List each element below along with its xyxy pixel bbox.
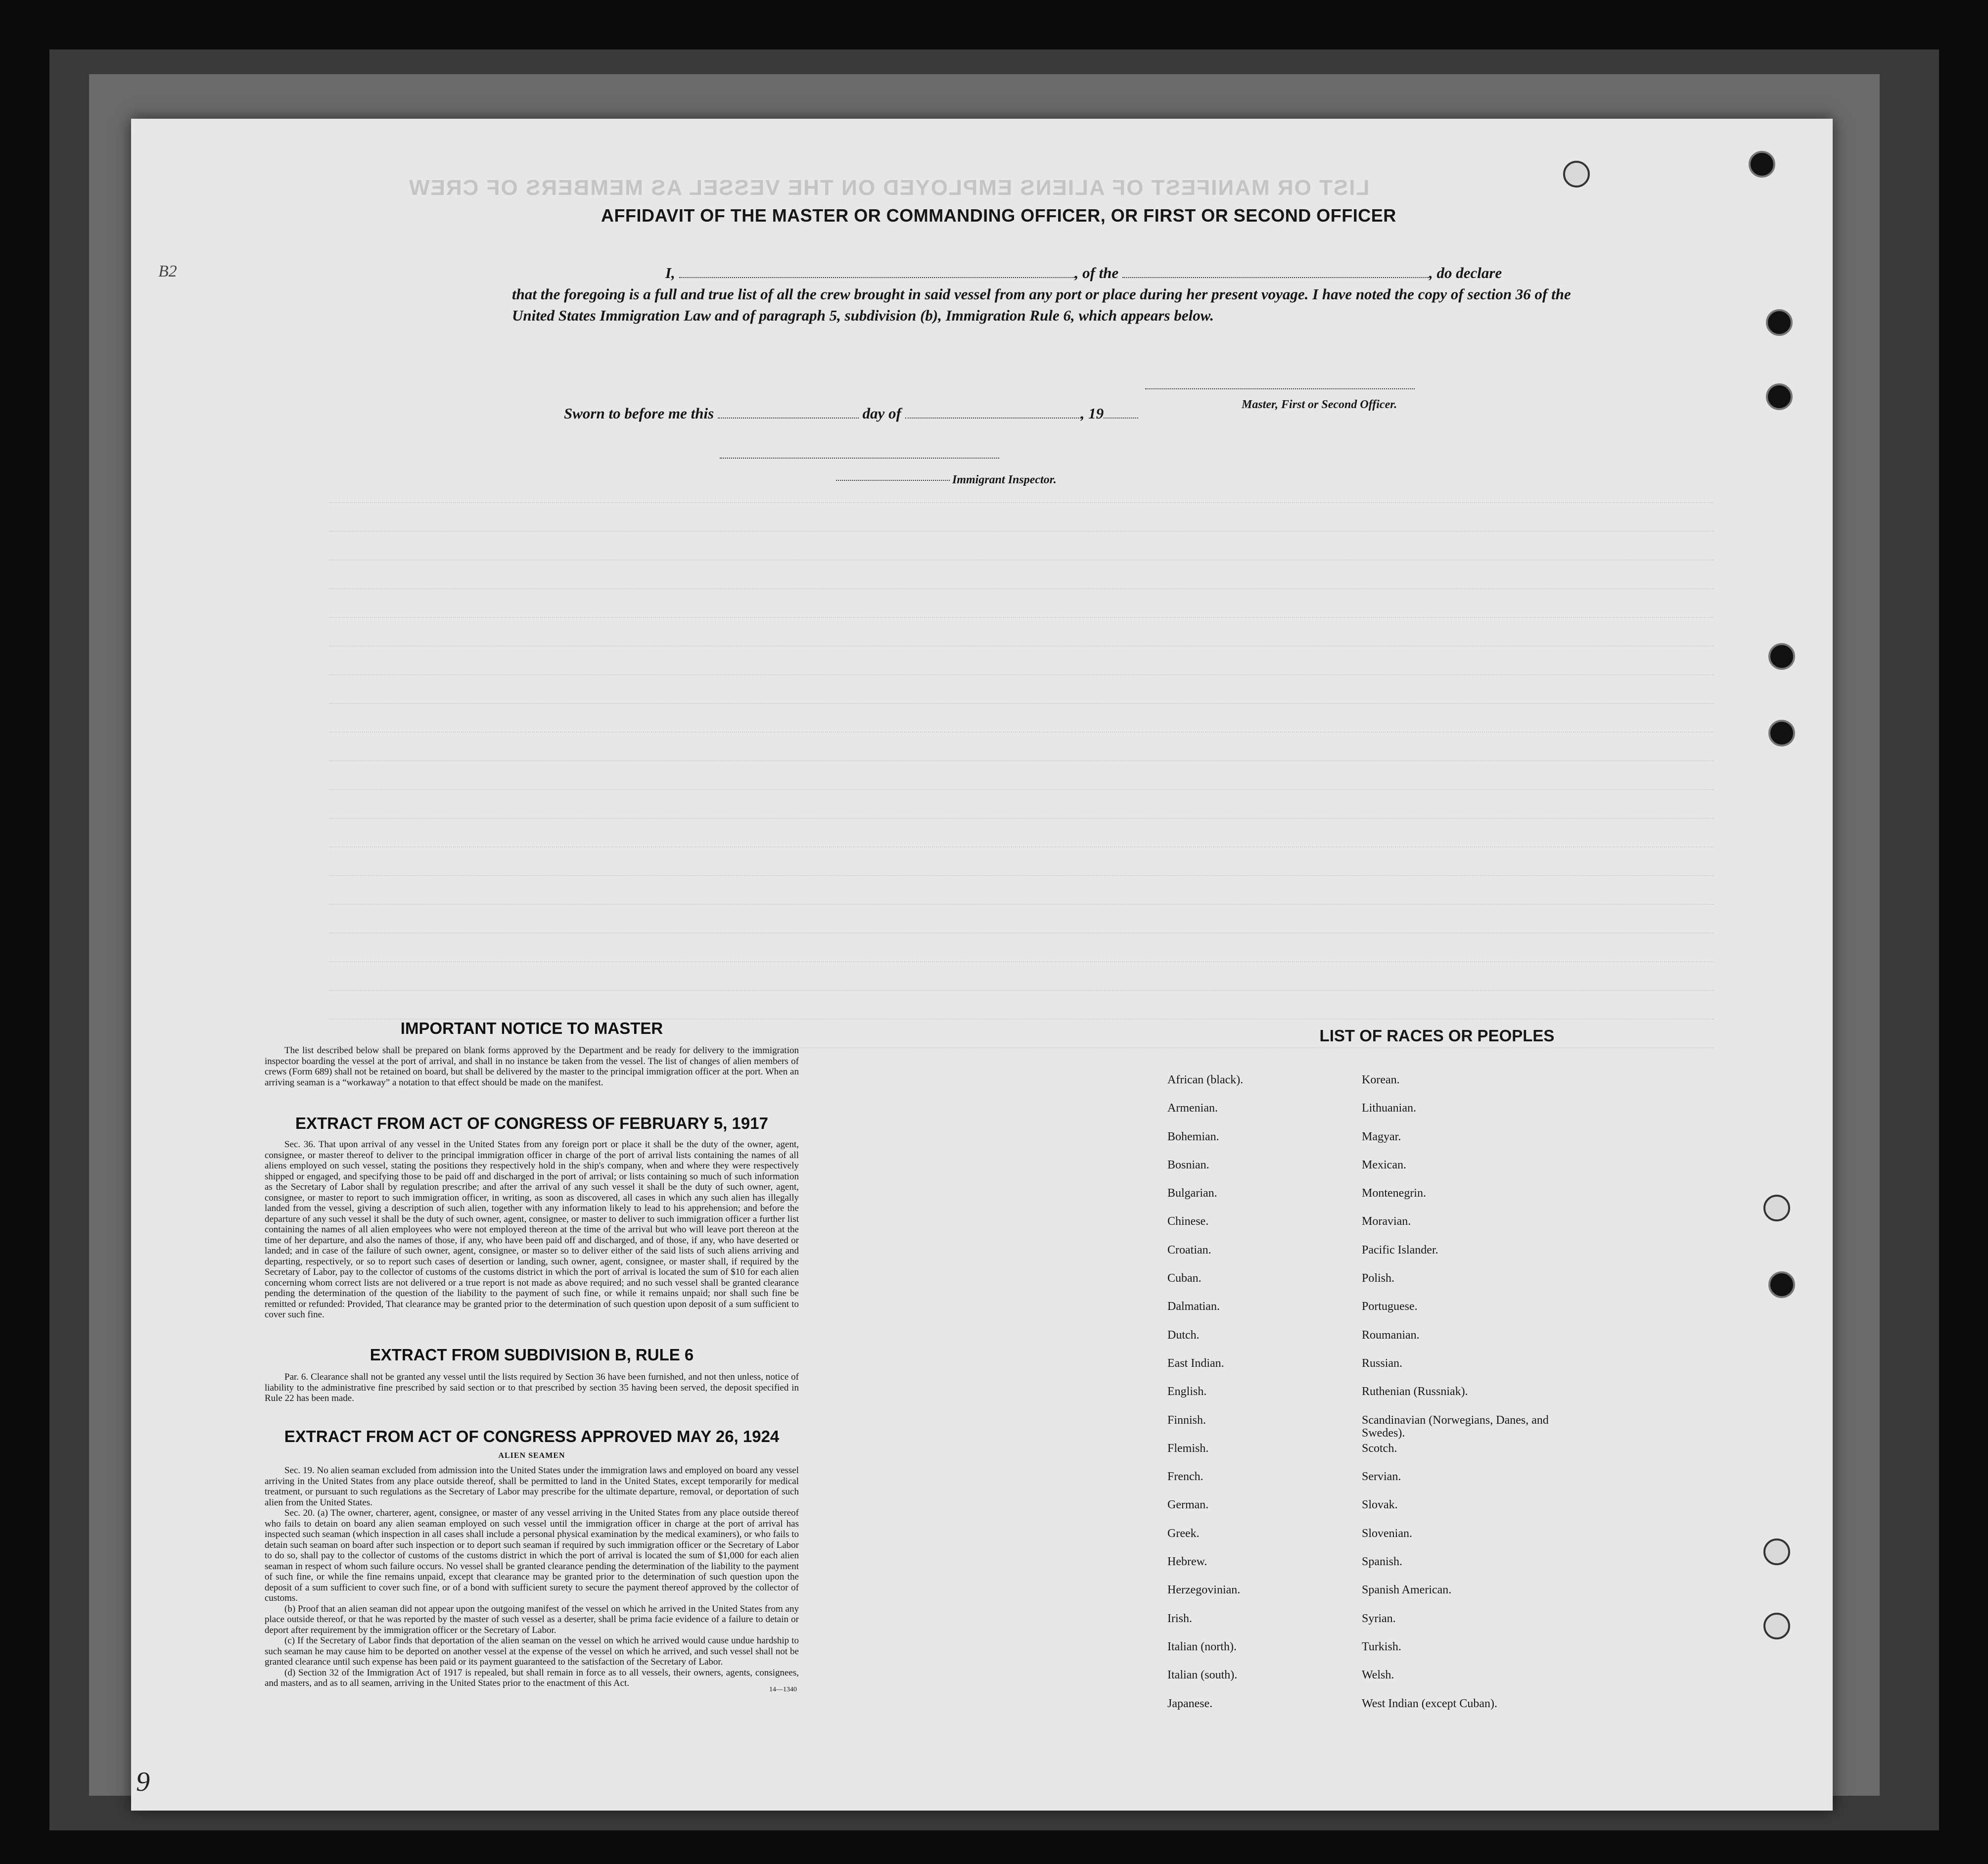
punch-hole (1763, 1538, 1790, 1565)
extract-rule6-paragraph: Par. 6. Clearance shall not be granted any vessel until the lists required by Section 36 have been furnished, and not then unless, notice of liability to the administrative fine prescribed by said section or to that prescribed by section 35 having been served, the deposit specified in Rule 22 has been made. (265, 1372, 799, 1403)
race-item: Cuban. (1167, 1272, 1202, 1285)
bleed-through-row (329, 769, 1714, 790)
race-item: Magyar. (1362, 1130, 1401, 1143)
sworn-day-blank[interactable] (718, 406, 859, 419)
bleed-through-row (329, 970, 1714, 991)
race-item: Lithuanian. (1362, 1102, 1416, 1115)
race-item: Dutch. (1167, 1328, 1200, 1342)
race-item: Herzegovinian. (1167, 1584, 1241, 1597)
race-item: Slovenian. (1362, 1527, 1412, 1540)
race-item: Italian (south). (1167, 1669, 1238, 1682)
bleed-through-row (329, 827, 1714, 847)
sec-20d-paragraph: (d) Section 32 of the Immigration Act of 1917 is repealed, but shall remain in force as to all vessels, their owners, agents, consignees, and masters, and as to all seamen, arriving in the United States prior to the enactment of this Act. (265, 1667, 799, 1688)
race-item: West Indian (except Cuban). (1362, 1697, 1497, 1710)
sec-20c-paragraph: (c) If the Secretary of Labor finds that deportation of the alien seaman on the vessel on which he arrived would cause undue hardship to such seaman he may cause him to be deported on another vessel at the expense of the vessel on which he arrived, and such vessel shall not be granted clearance until such expense has been paid or its payment guaranteed to the satisfaction of the Secretary of Labor. (265, 1635, 799, 1667)
sworn-year-label: , 19 (1080, 405, 1104, 422)
affidavit-declare: , do declare (1429, 264, 1502, 281)
affidavit-statement: that the foregoing is a full and true list of all the crew brought in said vessel from any port or place during her present voyage. I have noted the copy of section 36 of the United States Immigration Law and of paragraph 5, subdivision (b), Immigration Rule 6, which appears below. (512, 285, 1571, 324)
race-item: Bosnian. (1167, 1158, 1209, 1171)
inspector-signature-label: Immigrant Inspector. (952, 473, 1057, 486)
race-item: Turkish. (1362, 1640, 1401, 1653)
extract-1917-title: EXTRACT FROM ACT OF CONGRESS OF FEBRUARY 5, 1917 (295, 1114, 768, 1132)
races-title: LIST OF RACES OR PEOPLES (1319, 1026, 1555, 1045)
races-right-column (1362, 1073, 1579, 1725)
punch-hole (1766, 309, 1793, 336)
race-item: Italian (north). (1167, 1640, 1237, 1653)
master-signature-label: Master, First or Second Officer. (1242, 398, 1397, 411)
race-item: Japanese. (1167, 1697, 1213, 1710)
master-signature-line[interactable] (1145, 388, 1415, 389)
race-item: Polish. (1362, 1272, 1395, 1285)
affidavit-title: AFFIDAVIT OF THE MASTER OR COMMANDING OFFICER, OR FIRST OR SECOND OFFICER (601, 205, 1396, 226)
race-item: Mexican. (1362, 1158, 1406, 1171)
extract-1917-paragraph: Sec. 36. That upon arrival of any vessel in the United States from any foreign port or place it shall be the duty of the owner, agent, consignee, or master thereof to deliver to the principal immigration officer in charge of the port of arrival lists containing the names of all aliens employed on such vessel, stating the positions they respectively hold in the ship's company, when and where they were respectively shipped or engaged, and specifying those to be paid off and discharged in the port of arrival; or lists containing so much of such information as the Secretary of Labor shall by regulation prescribe; and after the arrival of any such vessel it shall be the duty of such owner, agent, consignee, or master to report to such immigration officer, in writing, as soon as discovered, all cases in which any such alien has illegally landed from the vessel, giving a description of such alien, together with any information likely to lead to his apprehension; and before the departure of any such vessel it shall be the duty of such owner, agent, consignee, or master to deliver to such immigration officer a further list containing the names of all alien employees who were not employed thereon at the time of the arrival but who will leave port thereon at the time of her departure, and also the names of those, if any, who have been paid off and discharged, and of those, if any, who have deserted or landed; and in case of the failure of such owner, agent, consignee, or master so to deliver either of the said lists of such aliens arriving and departing, respectively, or so to report such cases of desertion or landing, such owner, agent, consignee, or master shall, if required by the Secretary of Labor, pay to the collector of customs of the customs district in which the port of arrival is located the sum of $10 for each alien concerning whom correct lists are not delivered or a true report is not made as above required; and no such vessel shall be granted clearance pending the determination of the question of the liability to the payment of such fine, or while it remains unpaid; nor shall such fine be remitted or refunded: Provided, That clearance may be granted prior to the determination of such question upon deposit of a sum sufficient to cover such fine. (265, 1139, 799, 1320)
bleed-through-row (329, 712, 1714, 733)
race-item: Croatian. (1167, 1243, 1211, 1257)
punch-hole (1768, 720, 1795, 746)
race-item: English. (1167, 1385, 1207, 1398)
bleed-through-row (329, 568, 1714, 589)
race-item: Finnish. (1167, 1413, 1206, 1427)
race-item: Scandinavian (Norwegians, Danes, and Swedes). (1362, 1413, 1549, 1440)
sec-20a-paragraph: Sec. 20. (a) The owner, charterer, agent, consignee, or master of any vessel arriving in the United States from any place outside thereof who fails to detain on board any alien seaman employed on such vessel until the immigration officer in charge at the port of arrival has inspected such seaman (which inspection in all cases shall include a personal physical examination by the medical examiners), or who fails to detain such seaman on board after such inspection or to deport such seaman if required by such immigration officer or the Secretary of Labor to do so, shall pay to the collector of customs of the customs district in which the port of arrival is located the sum of $1,000 for each alien seaman in respect of whom such failure occurs. No vessel shall be granted clearance pending the determination of the liability to the payment of such fine, or while the fine remains unpaid, except that clearance may be granted prior to the determination of such question upon the deposit of a sum sufficient to cover such fine, or of a bond with sufficient surety to secure the payment thereof approved by the collector of customs. (265, 1508, 799, 1603)
race-item: Irish. (1167, 1612, 1192, 1625)
race-item: Spanish American. (1362, 1584, 1452, 1597)
race-item: Syrian. (1362, 1612, 1396, 1625)
inspector-signature-line-2[interactable] (836, 480, 950, 481)
bleed-through-row (329, 798, 1714, 819)
punch-hole (1763, 1613, 1790, 1639)
race-item: Slovak. (1362, 1498, 1398, 1512)
inspector-signature-line[interactable] (720, 458, 999, 459)
bleed-through-row (329, 741, 1714, 761)
race-item: Flemish. (1167, 1442, 1209, 1455)
race-item: Bohemian. (1167, 1130, 1219, 1143)
race-item: Korean. (1362, 1073, 1400, 1086)
affidavit-of-the: , of the (1074, 264, 1119, 281)
form-number: 14—1340 (769, 1686, 797, 1693)
notice-paragraph: The list described below shall be prepared on blank forms approved by the Department and be ready for delivery to the immigration inspector boarding the vessel at the port of arrival, and shall in no instance be taken from the vessel. The list of changes of alien members of crews (Form 689) shall not be retained on board, but shall be delivered by the master to the principal immigration officer at the port. When an arriving seaman is a “workaway” a notation to that effect should be made on the manifest. (265, 1045, 799, 1088)
punch-hole (1563, 161, 1590, 187)
race-item: Russian. (1362, 1356, 1403, 1370)
races-left-column (1167, 1073, 1350, 1725)
sec-19-paragraph: Sec. 19. No alien seaman excluded from admission into the United States under the immigration laws and employed on board any vessel arriving in the United States from any place outside thereof, shall be permitted to land in the United States, except temporarily for medical treatment, or pursuant to such regulations as the Secretary of Labor may prescribe for the ultimate departure, removal, or deportation of such alien from the United States. (265, 1465, 799, 1508)
race-item: Scotch. (1362, 1442, 1397, 1455)
race-item: Welsh. (1362, 1669, 1394, 1682)
extract-rule6-title: EXTRACT FROM SUBDIVISION B, RULE 6 (370, 1346, 694, 1364)
race-item: Spanish. (1362, 1555, 1403, 1569)
sworn-year-blank[interactable] (1104, 406, 1138, 419)
page-number-mark: 9 (136, 1767, 150, 1797)
race-item: Greek. (1167, 1527, 1200, 1540)
extract-1924-subtitle: ALIEN SEAMEN (498, 1451, 565, 1460)
notice-title: IMPORTANT NOTICE TO MASTER (400, 1019, 663, 1037)
sworn-prefix: Sworn to before me this (564, 405, 714, 422)
sworn-month-blank[interactable] (905, 406, 1081, 419)
extract-1924-body (265, 1465, 799, 1689)
bleed-through-row (329, 913, 1714, 933)
punch-hole (1766, 383, 1793, 410)
punch-hole (1768, 1271, 1795, 1298)
bleed-through-row (329, 683, 1714, 704)
race-item: Bulgarian. (1167, 1187, 1217, 1200)
bleed-through-title: LIST OR MANIFEST OF ALIENS EMPLOYED ON THE VESSEL AS MEMBERS OF CREW (408, 176, 1370, 200)
bleed-through-row (329, 511, 1714, 532)
sworn-line (564, 405, 1138, 422)
race-item: Pacific Islander. (1362, 1243, 1438, 1257)
race-item: Portuguese. (1362, 1300, 1418, 1313)
race-item: Moravian. (1362, 1215, 1411, 1228)
notice-body (265, 1045, 799, 1088)
race-item: Armenian. (1167, 1102, 1218, 1115)
extract-1924-title: EXTRACT FROM ACT OF CONGRESS APPROVED MAY 26, 1924 (284, 1427, 780, 1445)
bleed-through-row (329, 999, 1714, 1020)
affidavit-declaration-line (512, 262, 1595, 283)
race-item: African (black). (1167, 1073, 1244, 1086)
race-item: East Indian. (1167, 1356, 1224, 1370)
extract-1917-body (265, 1139, 799, 1320)
sworn-day-label: day of (862, 405, 901, 422)
race-item: Hebrew. (1167, 1555, 1207, 1569)
race-item: Chinese. (1167, 1215, 1209, 1228)
document-sheet (131, 119, 1833, 1811)
race-item: Servian. (1362, 1470, 1401, 1484)
extract-rule6-body (265, 1372, 799, 1404)
bleed-through-row (329, 941, 1714, 962)
punch-hole (1763, 1195, 1790, 1221)
bleed-through-row (329, 626, 1714, 647)
punch-hole (1749, 151, 1775, 178)
bleed-through-row (329, 855, 1714, 876)
punch-hole (1768, 643, 1795, 670)
race-item: German. (1167, 1498, 1209, 1512)
vessel-blank[interactable] (1122, 265, 1429, 278)
bleed-through-row (329, 654, 1714, 675)
bleed-through-row (329, 884, 1714, 905)
name-blank[interactable] (679, 265, 1075, 278)
bleed-through-row (329, 540, 1714, 560)
bleed-through-row (329, 597, 1714, 618)
affidavit-body (512, 262, 1595, 326)
affidavit-i: I, (665, 264, 675, 281)
corner-note: B2 (158, 262, 177, 280)
race-item: Roumanian. (1362, 1328, 1420, 1342)
race-item: Montenegrin. (1362, 1187, 1426, 1200)
sec-20b-paragraph: (b) Proof that an alien seaman did not appear upon the outgoing manifest of the vessel on which he arrived in the United States from any place outside thereof, or that he was reported by the master of such vessel as a deserter, shall be prima facie evidence of a failure to detain or deport after requirement by the immigration officer or the Secretary of Labor. (265, 1603, 799, 1635)
race-item: Dalmatian. (1167, 1300, 1220, 1313)
race-item: Ruthenian (Russniak). (1362, 1385, 1468, 1398)
race-item: French. (1167, 1470, 1203, 1484)
